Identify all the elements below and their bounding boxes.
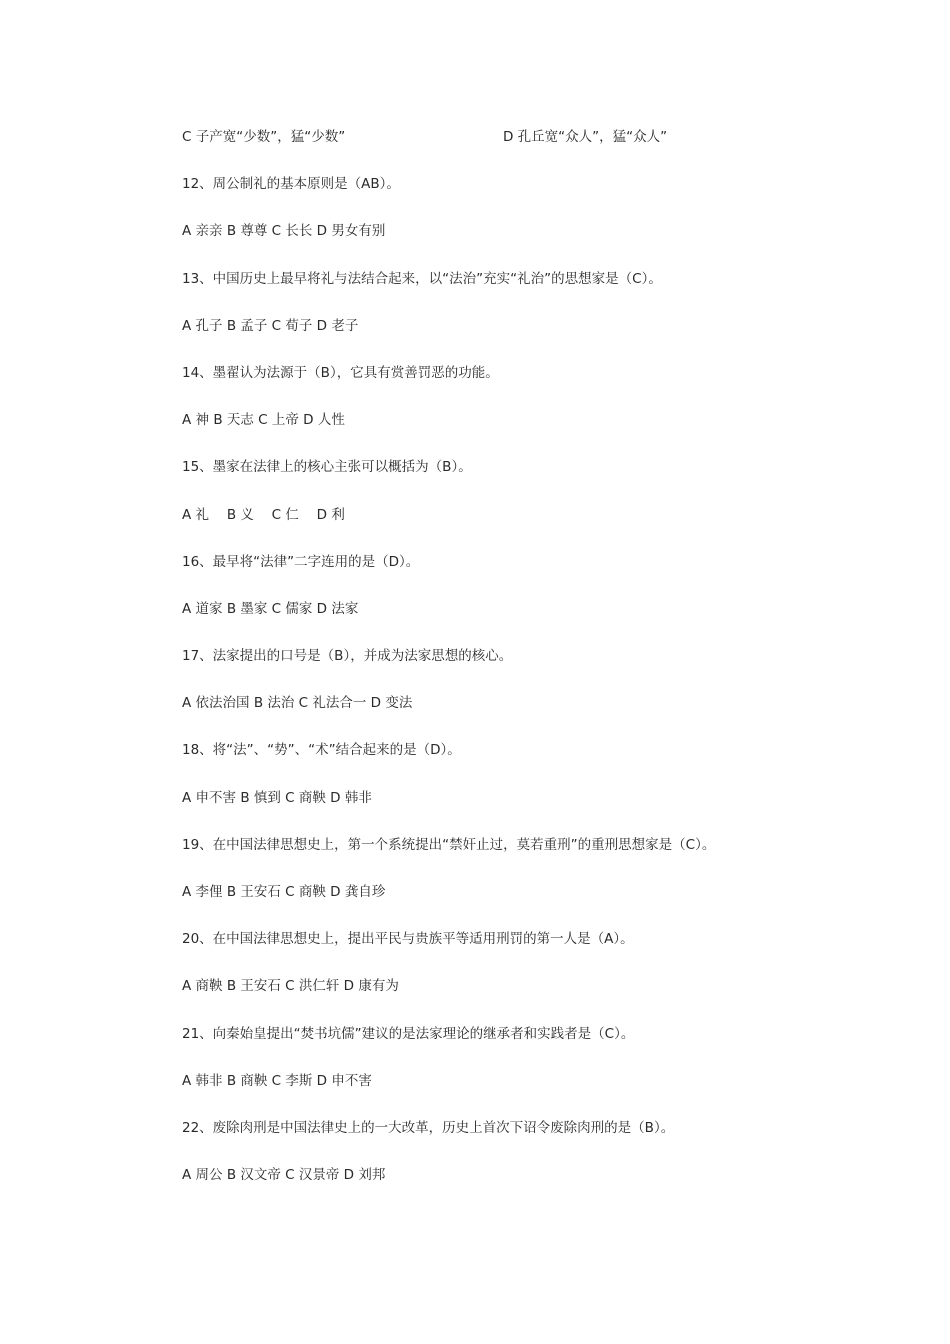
options-18: A 申不害 B 慎到 C 商鞅 D 韩非: [182, 789, 372, 806]
question-13: 13、中国历史上最早将礼与法结合起来，以“法治”充实“礼治”的思想家是（C）。: [182, 270, 662, 287]
option-d: D 孔丘宽“众人”，猛“众人”: [503, 129, 668, 145]
options-17: A 依法治国 B 法治 C 礼法合一 D 变法: [182, 695, 413, 712]
options-16: A 道家 B 墨家 C 儒家 D 法家: [182, 600, 359, 617]
options-22: A 周公 B 汉文帝 C 汉景帝 D 刘邦: [182, 1167, 386, 1184]
answer-options-row: [182, 127, 802, 147]
options-14: A 神 B 天志 C 上帝 D 人性: [182, 412, 345, 429]
question-16: 16、最早将“法律”二字连用的是（D）。: [182, 553, 420, 570]
question-12: 12、周公制礼的基本原则是（AB）。: [182, 176, 400, 193]
options-20: A 商鞅 B 王安石 C 洪仁轩 D 康有为: [182, 978, 399, 995]
question-20: 20、在中国法律思想史上，提出平民与贵族平等适用刑罚的第一人是（A）。: [182, 931, 634, 948]
options-12: A 亲亲 B 尊尊 C 长长 D 男女有别: [182, 223, 386, 240]
options-19: A 李俚 B 王安石 C 商鞅 D 龚自珍: [182, 884, 386, 900]
document-content: [182, 127, 802, 1212]
option-c: C 子产宽“少数”，猛“少数”: [182, 129, 346, 145]
question-21: 21、向秦始皇提出“焚书坑儒”建议的是法家理论的继承者和实践者是（C）。: [182, 1025, 635, 1042]
question-22: 22、废除肉刑是中国法律史上的一大改革，历史上首次下诏令废除肉刑的是（B）。: [182, 1119, 675, 1136]
question-18: 18、将“法”、“势”、“术”结合起来的是（D）。: [182, 742, 461, 759]
question-14: 14、墨翟认为法源于（B），它具有赏善罚恶的功能。: [182, 364, 499, 381]
question-17: 17、法家提出的口号是（B），并成为法家思想的核心。: [182, 648, 513, 665]
options-13: A 孔子 B 孟子 C 荀子 D 老子: [182, 317, 359, 334]
options-21: A 韩非 B 商鞅 C 李斯 D 申不害: [182, 1072, 372, 1089]
question-19: 19、在中国法律思想史上，第一个系统提出“禁奸止过，莫若重刑”的重刑思想家是（C）。: [182, 836, 716, 853]
question-15: 15、墨家在法律上的核心主张可以概括为（B）。: [182, 459, 472, 476]
options-15: A 礼 B 义 C 仁 D 利: [182, 506, 345, 523]
